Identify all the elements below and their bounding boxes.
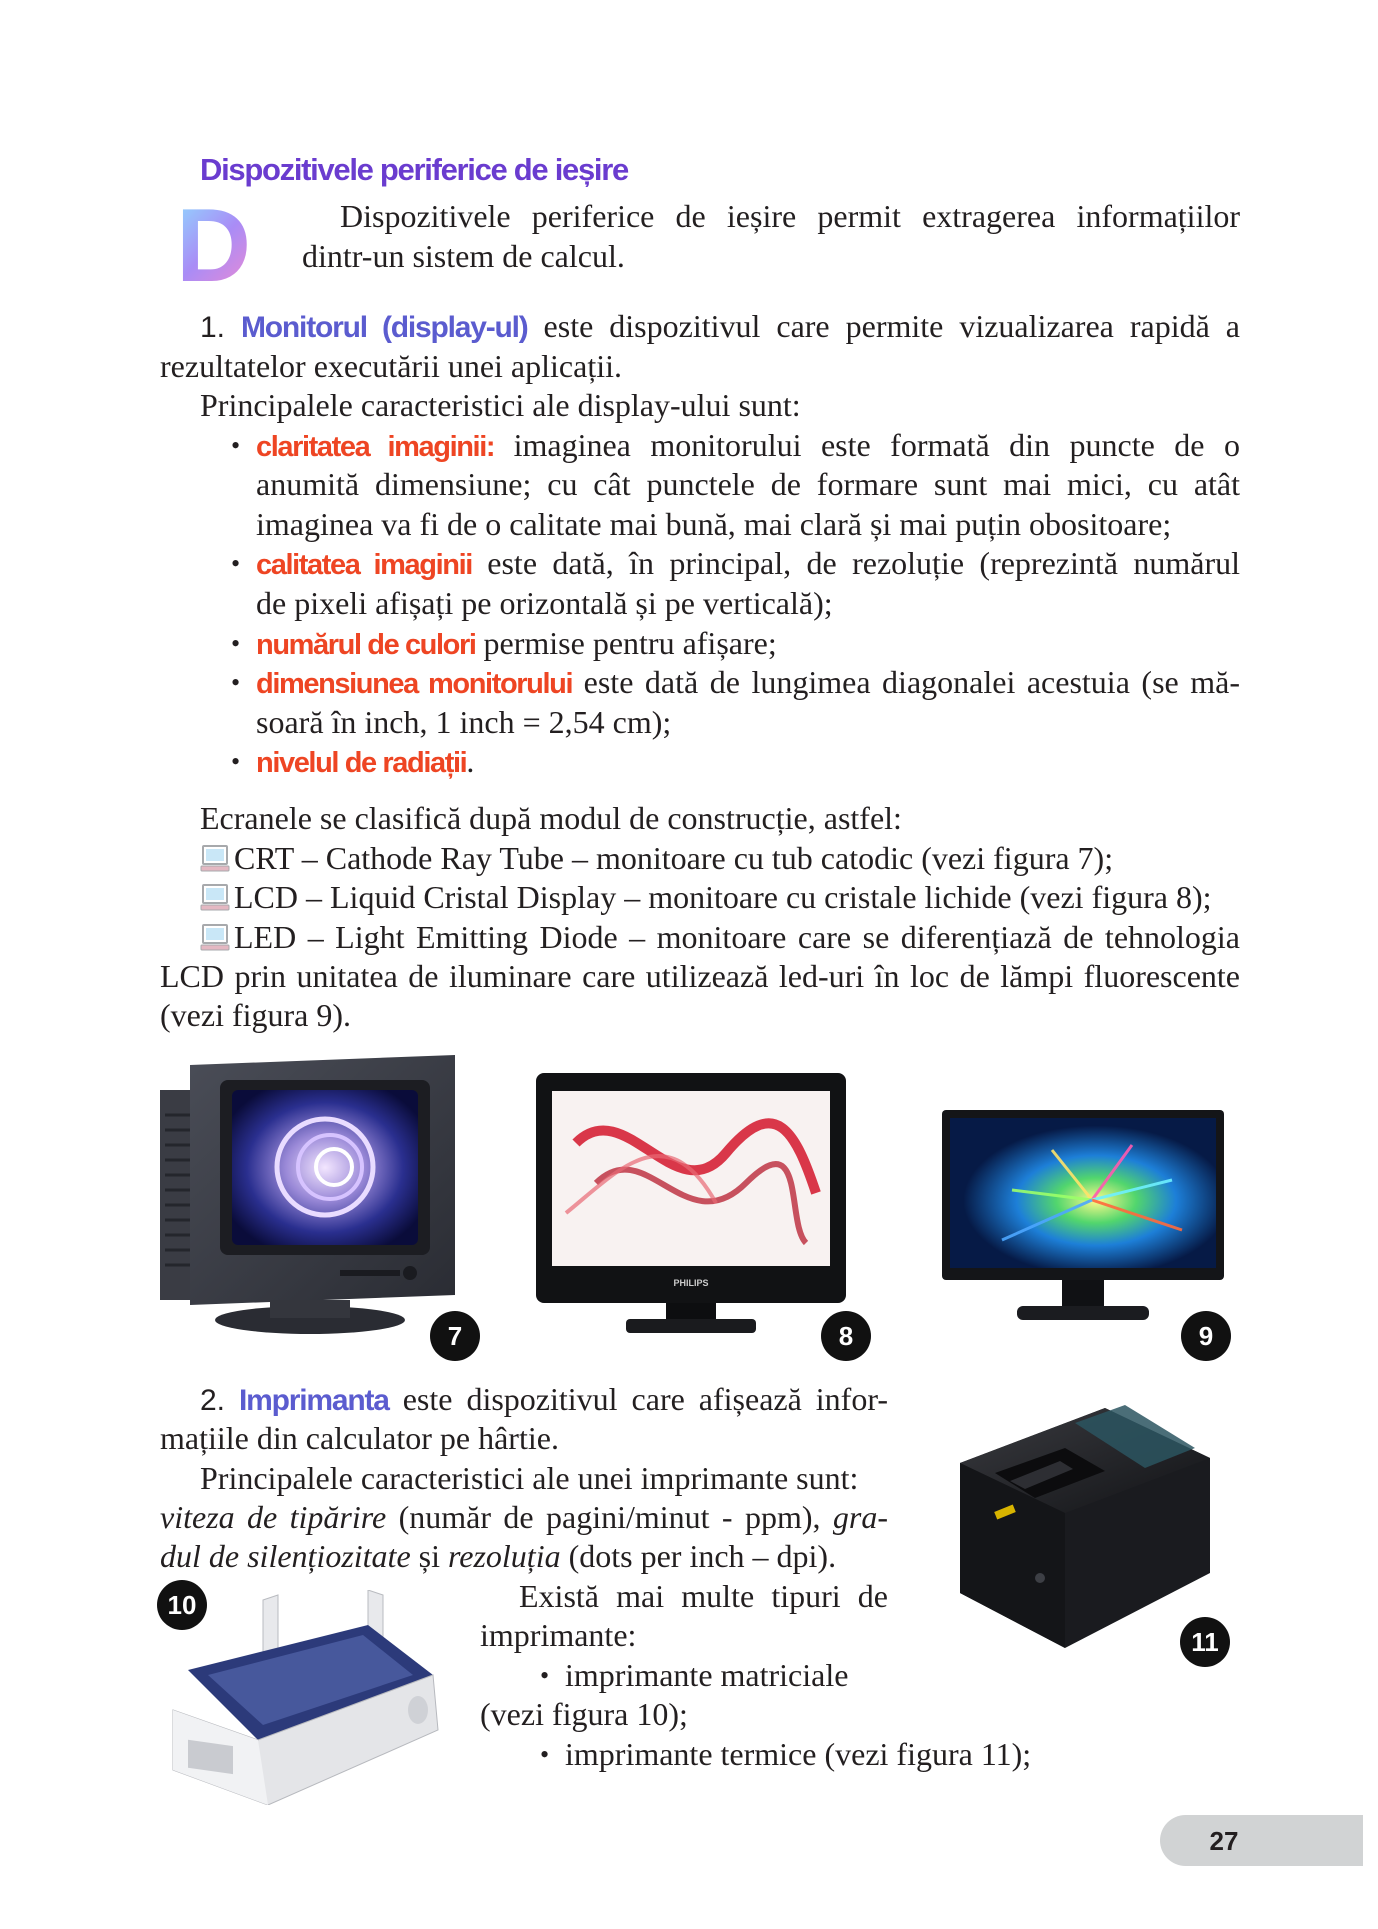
monitor-icon: [200, 922, 230, 952]
monitor-paragraph-line-2: rezultatelor executării unei aplicații.: [160, 348, 622, 384]
printer-number: 2.: [200, 1384, 226, 1417]
printer-types-intro-line-1: Există mai multe tipuri de: [519, 1578, 888, 1614]
feature-noise-part-1: gra-: [832, 1499, 889, 1535]
monitor-features-intro: Principalele caracteristici ale display-ului sunt:: [200, 387, 801, 423]
monitor-icon: [200, 882, 230, 912]
feature-speed: viteza de tipărire: [160, 1499, 387, 1535]
figure-10-badge: 10: [157, 1580, 207, 1630]
printer-types-intro-line-2: imprimante:: [480, 1617, 637, 1653]
page-number-tab: [1160, 1815, 1363, 1866]
intro-line-2: dintr-un sistem de calcul.: [302, 238, 625, 274]
bullet-term: dimensiunea monitorului: [256, 668, 573, 700]
feature-noise-part-2: dul de silențiozitate: [160, 1538, 411, 1574]
bullet-text: este dată de lungimea diagonalei acestuia (se mă-: [572, 664, 1240, 700]
screen-type-crt: [200, 839, 1113, 879]
thermal-printer-figure: [955, 1403, 1215, 1653]
bullet-term: calitatea imaginii: [256, 549, 472, 581]
led-monitor-figure: [942, 1110, 1224, 1332]
bullet-term: nivelul de radiații: [256, 747, 467, 779]
bullet-text: imaginea monitorului este formată din puncte de o: [494, 427, 1240, 463]
printer-paragraph-line-2: mațiile din calculator pe hârtie.: [160, 1420, 559, 1456]
monitor-term: Monitorul (display-ul): [241, 311, 528, 344]
printer-type-matrix: [540, 1656, 849, 1696]
bullet-colors: [231, 624, 1240, 666]
crt-monitor-figure: [160, 1055, 460, 1335]
screen-type-text: LCD – Liquid Cristal Display – monitoare cu cristale lichide (vezi figura 8);: [234, 879, 1212, 915]
printer-type-text: imprimante termice (vezi figura 11);: [565, 1736, 1032, 1772]
bullet-text: .: [466, 743, 475, 779]
figure-9-badge: 9: [1181, 1311, 1231, 1361]
figure-8-badge: 8: [821, 1311, 871, 1361]
bullet-quality: [231, 544, 1241, 586]
printer-features-line-1: [160, 1498, 888, 1538]
feature-and: și: [410, 1538, 448, 1574]
screen-type-lcd: [200, 878, 1212, 918]
bullet-dot: •: [540, 1661, 550, 1690]
matrix-printer-figure: [168, 1590, 443, 1805]
philips-logo: PHILIPS: [673, 1278, 709, 1288]
bullet-dot: •: [231, 668, 241, 697]
feature-speed-detail: (număr de pagini/minut - ppm),: [386, 1499, 833, 1535]
screen-type-text: CRT – Cathode Ray Tube – monitoare cu tub catodic (vezi figura 7);: [234, 840, 1114, 876]
bullet-dot: •: [231, 629, 241, 658]
bullet-dot: •: [231, 747, 241, 776]
bullet-size-line-2: soară în inch, 1 inch = 2,54 cm);: [256, 704, 672, 740]
screen-types-intro: Ecranele se clasifică după modul de construcție, astfel:: [200, 800, 902, 836]
bullet-dot: •: [231, 431, 241, 460]
bullet-size: [231, 663, 1240, 705]
printer-paragraph-line-1: [200, 1380, 888, 1421]
monitor-paragraph-line-1: [200, 307, 1240, 348]
screen-type-led-line-3: (vezi figura 9).: [160, 997, 352, 1033]
bullet-text: permise pentru afișare;: [475, 625, 777, 661]
bullet-clarity: [231, 426, 1240, 468]
bullet-text: este dată, în principal, de rezoluție (reprezintă numărul: [471, 545, 1241, 581]
bullet-radiation: [231, 742, 1240, 784]
printer-type-thermal: [540, 1735, 1032, 1775]
bullet-clarity-line-2: anumită dimensiune; cu cât punctele de formare sunt mai mici, cu atât: [256, 466, 1240, 502]
feature-resolution-detail: (dots per inch – dpi).: [560, 1538, 837, 1574]
screen-type-led: [200, 918, 1240, 958]
monitor-number: 1.: [200, 311, 226, 344]
figure-11-badge: 11: [1180, 1617, 1230, 1667]
drop-cap: D: [176, 188, 252, 304]
bullet-dot: •: [540, 1740, 550, 1769]
bullet-term: numărul de culori: [256, 629, 476, 661]
monitor-icon: [200, 843, 230, 873]
printer-type-matrix-ref: (vezi figura 10);: [480, 1696, 688, 1732]
bullet-quality-line-2: de pixeli afișați pe orizontală și pe verticală);: [256, 585, 833, 621]
intro-line-1: Dispozitivele periferice de ieșire permit extragerea informațiilor: [340, 198, 1240, 234]
monitor-line1-rest: este dispozitivul care permite vizualizarea rapidă a: [527, 308, 1240, 344]
lcd-monitor-figure: [536, 1073, 846, 1335]
bullet-clarity-line-3: imaginea va fi de o calitate mai bună, mai clară și mai puțin obositoare;: [256, 506, 1172, 542]
bullet-dot: •: [231, 549, 241, 578]
section-heading: Dispozitivele periferice de ieșire: [200, 152, 628, 187]
printer-features-intro: Principalele caracteristici ale unei imprimante sunt:: [200, 1460, 859, 1496]
printer-term: Imprimanta: [239, 1384, 389, 1417]
printer-type-text: imprimante matriciale: [565, 1657, 849, 1693]
feature-resolution: rezoluția: [447, 1538, 561, 1574]
screen-type-text: LED – Light Emitting Diode – monitoare care se diferențiază de tehnologia: [234, 919, 1240, 955]
figure-7-badge: 7: [430, 1311, 480, 1361]
screen-type-led-line-2: LCD prin unitatea de iluminare care utilizează led-uri în loc de lămpi fluorescente: [160, 958, 1240, 994]
printer-line1-rest: este dispozitivul care afișează infor-: [388, 1381, 889, 1417]
printer-features-line-2: [160, 1537, 836, 1577]
page-number: 27: [1209, 1826, 1239, 1856]
bullet-term: claritatea imaginii:: [256, 431, 495, 463]
